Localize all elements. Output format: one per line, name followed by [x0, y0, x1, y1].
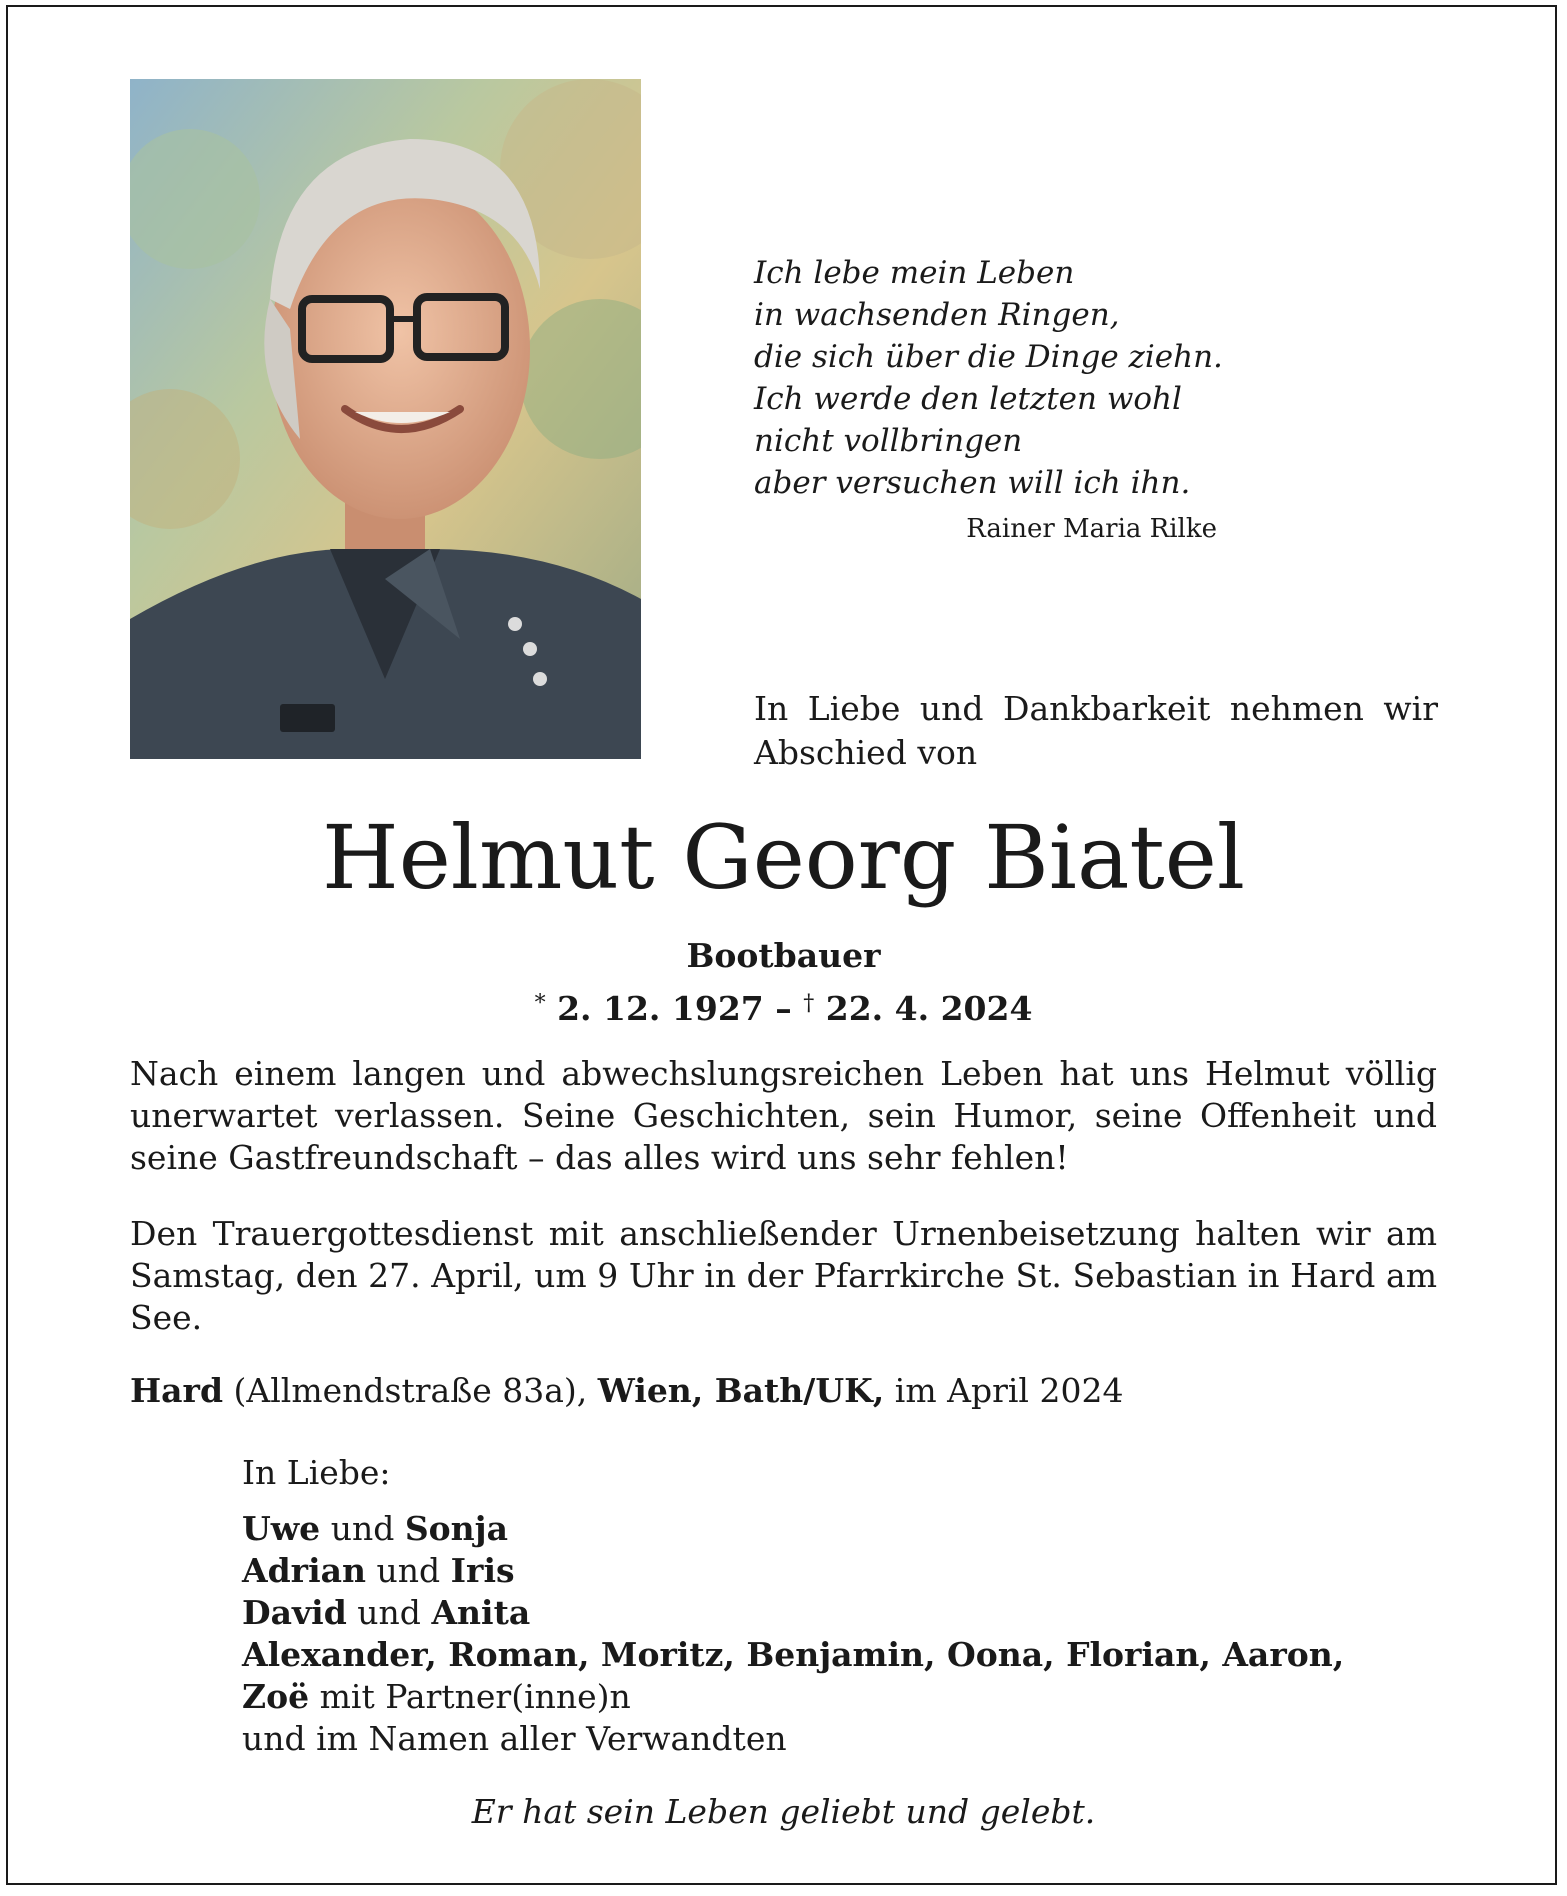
closing-line: Er hat sein Leben geliebt und gelebt.	[471, 1792, 1096, 1831]
poem-author: Rainer Maria Rilke	[966, 514, 1217, 544]
partners-note: mit Partner(inne)n	[319, 1677, 631, 1716]
poem	[754, 252, 1314, 504]
birth-symbol: *	[534, 991, 546, 1016]
grandchild-name: Zoë	[242, 1677, 310, 1716]
portrait-photo	[130, 79, 641, 759]
deceased-occupation: Bootbauer	[686, 936, 881, 975]
place-others: Wien, Bath/UK,	[597, 1371, 885, 1410]
paragraph-service: Den Trauergottesdienst mit anschließender Urnenbeisetzung halten wir am Samstag, den 27. April, um 9 Uhr in der Pfarrkirche St. Sebastian in Hard am See.	[130, 1214, 1437, 1337]
life-dates	[0, 982, 1567, 1031]
portrait-illustration	[130, 79, 641, 759]
family-list	[242, 1452, 1442, 1760]
family-intro: In Liebe:	[242, 1453, 391, 1492]
family-member: Uwe	[242, 1509, 321, 1548]
poem-line: die sich über die Dinge ziehn.	[754, 339, 1223, 375]
place-hard: Hard	[130, 1371, 224, 1410]
family-couple	[242, 1592, 1442, 1634]
family-member: Adrian	[242, 1551, 366, 1590]
paragraph-memories: Nach einem langen und abwechslungsreichen Leben hat uns Helmut völlig unerwartet verlassen. Seine Geschichten, sein Humor, seine Offenheit und seine Gastfreundschaft – das alles wird uns sehr fehlen!	[130, 1054, 1437, 1177]
death-date: 22. 4. 2024	[825, 989, 1033, 1028]
place-date: im April 2024	[894, 1371, 1124, 1410]
poem-line: Ich lebe mein Leben	[754, 255, 1075, 291]
death-symbol: †	[803, 991, 815, 1016]
farewell-intro: In Liebe und Dankbarkeit nehmen wir Abschied von	[754, 689, 1438, 772]
and-word: und	[330, 1509, 395, 1548]
and-word: und	[357, 1593, 421, 1632]
date-separator: –	[775, 989, 792, 1028]
poem-line: aber versuchen will ich ihn.	[754, 465, 1191, 501]
grandchildren-line	[242, 1634, 1442, 1676]
family-couple	[242, 1550, 1442, 1592]
family-member: David	[242, 1593, 347, 1632]
grandchildren-line	[242, 1676, 1442, 1718]
family-couple	[242, 1508, 1442, 1550]
poem-line: in wachsenden Ringen,	[754, 297, 1120, 333]
poem-line: nicht vollbringen	[754, 423, 1023, 459]
family-member: Sonja	[404, 1509, 508, 1548]
place-address: (Allmendstraße 83a),	[233, 1371, 588, 1410]
and-word: und	[376, 1551, 441, 1590]
family-member: Anita	[431, 1593, 531, 1632]
birth-date: 2. 12. 1927	[557, 989, 764, 1028]
grandchildren-names: Alexander, Roman, Moritz, Benjamin, Oona, Florian, Aaron,	[242, 1635, 1345, 1674]
places-line	[130, 1370, 1437, 1412]
relatives-line: und im Namen aller Verwandten	[242, 1719, 787, 1758]
poem-line: Ich werde den letzten wohl	[754, 381, 1182, 417]
deceased-name: Helmut Georg Biatel	[321, 806, 1245, 909]
family-member: Iris	[450, 1551, 515, 1590]
